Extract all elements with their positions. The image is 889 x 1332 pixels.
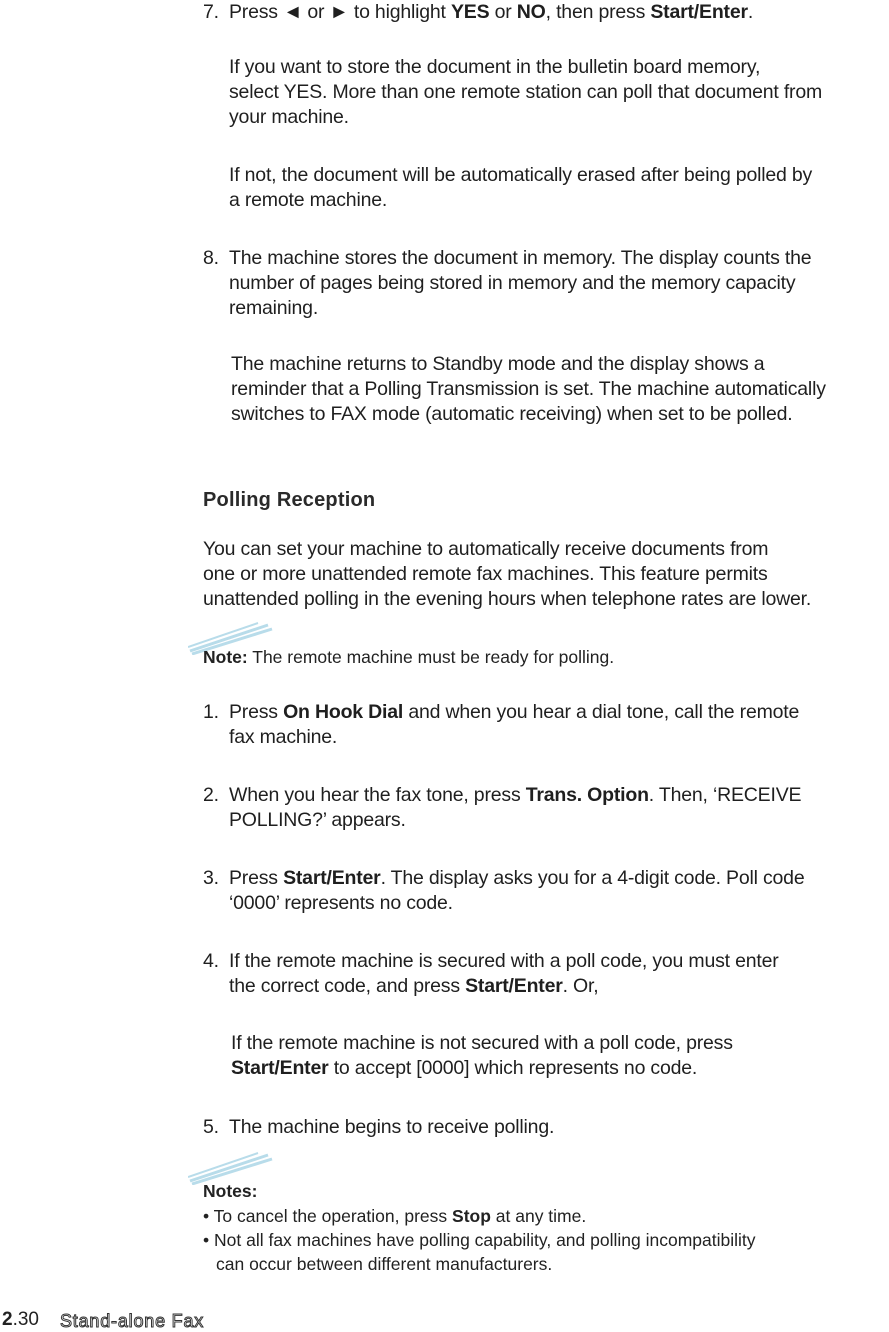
step-number: 8. [203, 247, 219, 269]
step-7: 7. Press ◄ or ► to highlight YES or NO, then press Start/Enter. [203, 1, 754, 23]
step-8-detail: The machine returns to Standby mode and the display shows a reminder that a Polling Transmission is set. The machine automatically switches to FAX mode (automatic receiving) when set to be polled. [231, 353, 826, 425]
note: Note: The remote machine must be ready for polling. [203, 647, 615, 667]
polling-step-3: 3. Press Start/Enter. The display asks you for a 4-digit code. Poll code ‘0000’ represents no code. [203, 867, 805, 914]
step-number: 7. [203, 1, 219, 23]
polling-step-4: 4. If the remote machine is secured with a poll code, you must enter the correct code, and press Start/Enter. Or, [203, 950, 779, 997]
section-intro: You can set your machine to automatically receive documents from one or more unattended remote fax machines. This feature permits unattended polling in the evening hours when telephone rates are lower. [203, 538, 812, 610]
step-number: 4. [203, 950, 219, 972]
note-label: Note: [203, 647, 248, 667]
step-number: 3. [203, 867, 219, 889]
yes-label: YES [451, 1, 490, 23]
polling-step-1: 1. Press On Hook Dial and when you hear a dial tone, call the remote fax machine. [203, 701, 800, 748]
polling-step-2: 2. When you hear the fax tone, press Trans. Option. Then, ‘RECEIVE POLLING?’ appears. [203, 784, 802, 831]
notes-item-2: • Not all fax machines have polling capability, and polling incompatibility can occur between different manufacturers. [203, 1230, 756, 1274]
page-number: 2.30 [2, 1309, 39, 1330]
trans-option-key: Trans. Option [525, 784, 649, 806]
start-enter-key: Start/Enter [650, 1, 748, 23]
step-number: 5. [203, 1116, 219, 1138]
step-7-detail-1: If you want to store the document in the bulletin board memory, select YES. More than one remote station can poll that document from your machine. [229, 56, 823, 128]
start-enter-key: Start/Enter [283, 867, 381, 889]
polling-step-4-detail: If the remote machine is not secured with a poll code, press Start/Enter to accept [0000] which represents no code. [231, 1032, 733, 1079]
notes-item-1: • To cancel the operation, press Stop at any time. [203, 1206, 587, 1226]
polling-step-5: 5. The machine begins to receive polling. [203, 1116, 555, 1138]
no-label: NO [516, 1, 546, 23]
chapter-label: Stand-alone Fax [60, 1311, 205, 1331]
step-number: 2. [203, 784, 219, 806]
step-7-detail-2: If not, the document will be automatically erased after being polled by a remote machine. [229, 164, 813, 211]
section-heading: Polling Reception [203, 489, 376, 511]
notes-list [203, 1204, 883, 1276]
on-hook-dial-key: On Hook Dial [283, 701, 404, 723]
step-8: 8. The machine stores the document in memory. The display counts the number of pages being stored in memory and the memory capacity remaining. [203, 247, 812, 319]
notes-label: Notes: [203, 1181, 258, 1201]
start-enter-key: Start/Enter [465, 975, 563, 997]
stop-key: Stop [452, 1206, 491, 1226]
step-number: 1. [203, 701, 219, 723]
start-enter-key: Start/Enter [231, 1057, 329, 1079]
